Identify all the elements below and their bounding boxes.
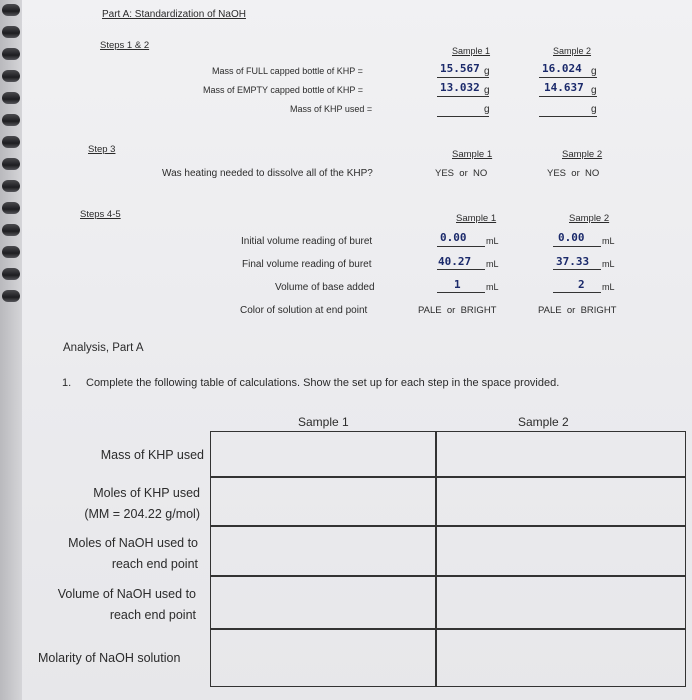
unit-label: g [591,104,597,115]
unit-label: mL [486,236,499,246]
sample1-header: Sample 1 [452,149,493,160]
binding-ring [2,158,20,170]
sample1-mass-full-value: 15.567 [440,62,480,75]
table-divider [211,575,685,577]
binding-ring [2,224,20,236]
analysis-instruction: Complete the following table of calculations. Show the set up for each step in the space provided. [86,377,560,389]
mass-khp-label: Mass of KHP used = [290,104,373,114]
sample2-initial-volume: 0.00 [558,231,585,244]
binding-ring [2,268,20,280]
final-volume-label: Final volume reading of buret [242,259,372,270]
sample2-pale-bright: PALE or BRIGHT [538,305,617,316]
unit-label: g [484,85,490,96]
unit-label: g [591,85,597,96]
sample1-pale-bright: PALE or BRIGHT [418,305,497,316]
sample1-header: Sample 1 [452,46,491,56]
sample2-header: Sample 2 [553,46,592,56]
sample1-yes-no: YES or NO [435,168,488,179]
binding-ring [2,114,20,126]
table-sample1-header: Sample 1 [298,415,349,429]
binding-ring [2,290,20,302]
sample2-header: Sample 2 [562,149,603,160]
part-title: Part A: Standardization of NaOH [102,9,246,20]
heating-question: Was heating needed to dissolve all of the KHP? [162,168,373,179]
unit-label: mL [486,259,499,269]
binding-ring [2,92,20,104]
row-label-moles-naoh: Moles of NaOH used to reach end point [68,536,198,571]
table-sample2-header: Sample 2 [518,415,569,429]
sample2-yes-no: YES or NO [547,168,600,179]
sample1-final-volume: 40.27 [438,255,472,268]
item-number: 1. [62,377,72,389]
underline [553,246,601,247]
row-label-moles-khp: Moles of KHP used (MM = 204.22 g/mol) [84,486,200,521]
unit-label: mL [602,236,615,246]
row-label-mass-khp: Mass of KHP used [100,448,204,462]
unit-label: g [484,104,490,115]
sample2-mass-full-value: 16.024 [542,62,582,75]
table-divider [211,525,685,527]
row-label-molarity-naoh: Molarity of NaOH solution [38,651,181,665]
underline [437,96,489,97]
binding-ring [2,246,20,258]
mass-full-label: Mass of FULL capped bottle of KHP = [212,66,363,76]
underline [437,77,489,78]
binding-ring [2,202,20,214]
step-3-heading: Step 3 [88,144,116,155]
sample1-initial-volume: 0.00 [440,231,467,244]
underline [437,246,485,247]
underline [539,96,597,97]
binding-ring [2,26,20,38]
binding-ring [2,180,20,192]
color-endpoint-label: Color of solution at end point [240,305,368,316]
sample2-header: Sample 2 [569,213,610,224]
row-label-volume-naoh: Volume of NaOH used to reach end point [57,587,196,622]
underline [437,269,485,270]
table-divider [211,628,685,630]
underline [437,116,489,117]
sample2-volume-added: 2 [578,278,585,291]
binding-ring [2,4,20,16]
unit-label: mL [602,282,615,292]
sample1-volume-added: 1 [454,278,461,291]
unit-label: mL [602,259,615,269]
underline [437,292,485,293]
unit-label: mL [486,282,499,292]
analysis-heading: Analysis, Part A [63,342,144,354]
underline [539,77,597,78]
underline [553,292,601,293]
binding-ring [2,70,20,82]
calculation-table [210,431,686,687]
mass-empty-label: Mass of EMPTY capped bottle of KHP = [203,85,364,95]
binding-ring [2,48,20,60]
table-divider [435,432,437,686]
steps-4-5-heading: Steps 4-5 [80,209,121,220]
initial-volume-label: Initial volume reading of buret [241,236,373,247]
volume-added-label: Volume of base added [275,282,375,293]
binding-ring [2,136,20,148]
unit-label: g [591,66,597,77]
spiral-binding [0,0,22,700]
table-divider [211,476,685,478]
unit-label: g [484,66,490,77]
sample1-header: Sample 1 [456,213,497,224]
underline [539,116,597,117]
sample2-mass-empty-value: 14.637 [544,81,584,94]
underline [553,269,601,270]
sample1-mass-empty-value: 13.032 [440,81,480,94]
steps-1-2-heading: Steps 1 & 2 [100,40,150,51]
sample2-final-volume: 37.33 [556,255,590,268]
